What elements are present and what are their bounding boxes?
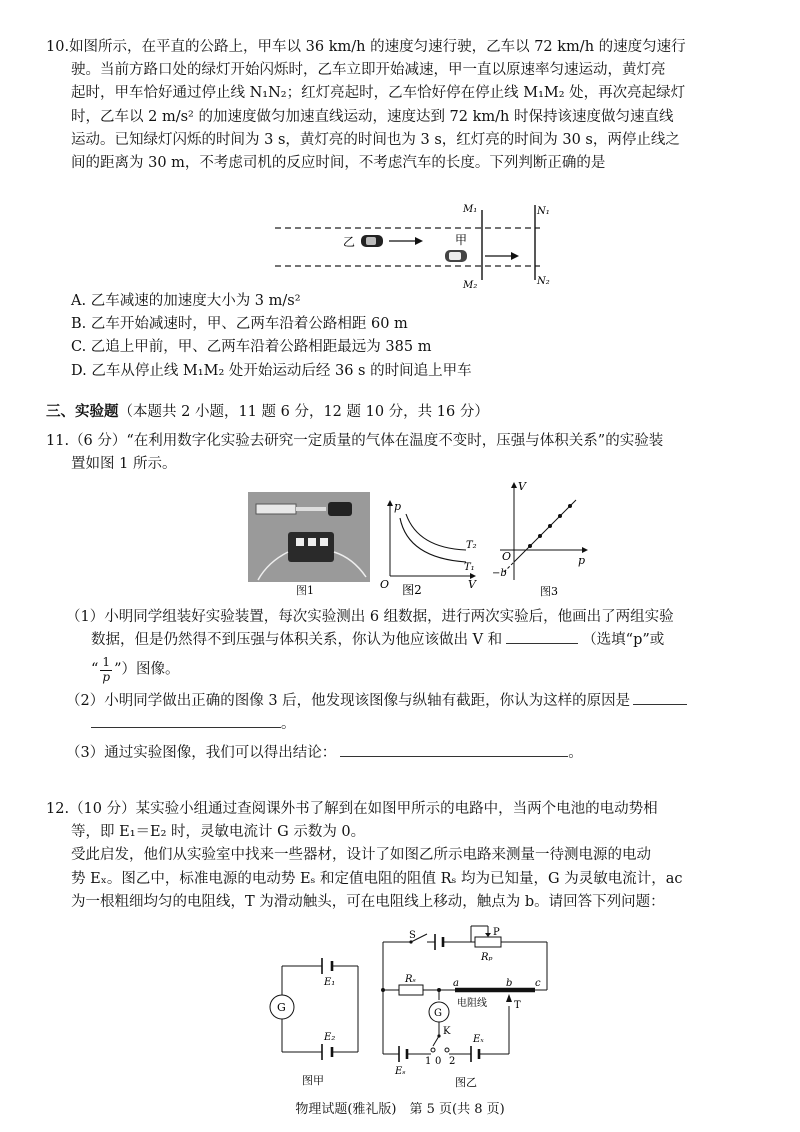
figure-1-caption: 图1 — [296, 584, 314, 597]
rheostat-rp — [475, 937, 501, 947]
svg-text:T₁: T₁ — [464, 562, 475, 573]
svg-text:E₁: E₁ — [324, 977, 336, 988]
question-11 — [46, 430, 758, 476]
svg-text:O: O — [502, 550, 512, 563]
q12-line-2: 等，即 E₁＝E₂ 时，灵敏电流计 G 示数为 0。 — [71, 824, 366, 841]
option-b: B. 乙车开始减速时，甲、乙两车沿着公路相距 60 m — [71, 316, 408, 333]
svg-text:G: G — [277, 1001, 286, 1014]
svg-text:电阻线: 电阻线 — [457, 998, 487, 1009]
section-3-title: 三、实验题 — [46, 403, 119, 420]
answer-blank-2b[interactable] — [91, 713, 281, 728]
figure-2-graph — [378, 496, 478, 596]
svg-text:图甲: 图甲 — [302, 1074, 324, 1087]
svg-text:Rₚ: Rₚ — [481, 952, 493, 963]
figure-3-graph — [490, 480, 590, 598]
car-yi-label: 乙 — [343, 235, 356, 249]
svg-text:Eₓ: Eₓ — [473, 1034, 484, 1045]
svg-text:p: p — [578, 554, 586, 567]
svg-text:E₂: E₂ — [324, 1032, 336, 1043]
q11-sub1-line2-tail: （选填“p”或 — [582, 632, 665, 649]
isotherm-t1 — [400, 518, 466, 562]
car-jia-icon — [445, 250, 467, 262]
q12-line-4: 势 Eₓ。图乙中，标准电源的电动势 Eₛ 和定值电阻的阻值 Rₛ 均为已知量，G 为灵敏电流计，ac — [71, 870, 683, 887]
q11-line-2: 置如图 1 所示。 — [71, 456, 177, 473]
question-12 — [46, 798, 758, 914]
svg-text:P: P — [493, 927, 500, 938]
svg-text:Rₛ: Rₛ — [405, 974, 416, 985]
q11-sub3-line: （3）通过实验图像，我们可以得出结论： — [66, 745, 337, 762]
svg-text:Eₛ: Eₛ — [395, 1066, 406, 1077]
svg-text:V: V — [518, 480, 526, 493]
resistor-rs — [399, 985, 423, 995]
svg-text:G: G — [434, 1008, 442, 1019]
figure-1-photo — [248, 492, 370, 582]
page-footer: 物理试题(雅礼版) 第 5 页(共 8 页) — [295, 1102, 505, 1117]
q10-line-4: 时，乙车以 2 m/s² 的加速度做匀加速直线运动，速度达到 72 km/h 时保持该速度做匀速直线 — [71, 108, 674, 125]
svg-text:0: 0 — [435, 1056, 442, 1067]
question-10 — [46, 36, 758, 175]
section-3-note: （本题共 2 小题，11 题 6 分，12 题 10 分，共 16 分） — [118, 404, 489, 420]
q11-sub1-line2: 数据，但是仍然得不到压强与体积关系，你认为他应该做出 V 和 — [91, 632, 503, 649]
q10-line-5: 运动。已知绿灯闪烁的时间为 3 s，黄灯亮的时间也为 3 s，红灯亮的时间为 30 s，两停止线之 — [71, 131, 680, 148]
q12-line-3: 受此启发，他们从实验室中找来一些器材，设计了如图乙所示电路来测量一待测电源的电动 — [71, 847, 651, 864]
q12-line-5: 为一根粗细均匀的电阻线，T 为滑动触头，可在电阻线上移动，触点为 b。请回答下列问题： — [71, 893, 665, 910]
svg-text:图2: 图2 — [402, 583, 422, 596]
svg-text:K: K — [443, 1026, 451, 1037]
q12-number: 12. — [46, 801, 70, 817]
label-n2: N₂ — [537, 276, 550, 287]
car-yi-icon — [361, 235, 383, 247]
svg-text:T: T — [514, 1000, 521, 1011]
q11-sub1-line1: （1）小明同学组装好实验装置，每次实验测出 6 组数据，进行两次实验后，他画出了两组实验 — [66, 609, 674, 625]
label-m2: M₂ — [463, 280, 478, 290]
circuit-yi — [375, 924, 560, 1090]
fraction-1-over-p: $\frac{1}{p}$ — [102, 655, 111, 684]
answer-blank-2a[interactable] — [633, 690, 687, 705]
q11-subquestions: （1）小明同学组装好实验装置，每次实验测出 6 组数据，进行两次实验后，他画出了两组实验 数据，但是仍然得不到压强与体积关系，你认为他应该做出 V 和 （选填“p”或 “ $\frac{1}{p}$ ”）图像。 （2）小明同学做出正确的图像 3 后，他发现该图像与纵轴有截距，你认为这样的原因是 。 （3）通过实验图像，我们可以得出结论： 。 — [66, 606, 758, 765]
option-c: C. 乙追上甲前，甲、乙两车沿着公路相距最远为 385 m — [71, 339, 432, 356]
circuit-jia — [262, 950, 374, 1090]
q11-line-1: （6 分）“在利用数字化实验去研究一定质量的气体在温度不变时，压强与体积关系”的实验装 — [69, 433, 664, 449]
svg-text:−b: −b — [492, 568, 507, 579]
svg-text:2: 2 — [449, 1056, 456, 1067]
q10-line-1: 如图所示，在平直的公路上，甲车以 36 km/h 的速度匀速行驶，乙车以 72 km/h 的速度匀速行 — [69, 39, 686, 55]
svg-text:V: V — [468, 578, 476, 591]
label-n1: N₁ — [537, 206, 550, 217]
q10-options — [46, 290, 783, 383]
q10-line-2: 驶。当前方路口处的绿灯开始闪烁时，乙车立即开始减速，甲一直以原速率匀速运动，黄灯亮 — [71, 62, 666, 79]
label-m1: M₁ — [463, 204, 478, 215]
svg-text:O: O — [380, 578, 390, 591]
option-a: A. 乙车减速的加速度大小为 3 m/s² — [71, 293, 301, 309]
svg-text:图3: 图3 — [540, 585, 558, 598]
answer-blank-1[interactable] — [506, 629, 578, 644]
q11-sub2-line1: （2）小明同学做出正确的图像 3 后，他发现该图像与纵轴有截距，你认为这样的原因是 — [66, 692, 631, 709]
svg-text:图乙: 图乙 — [455, 1076, 477, 1089]
car-jia-label: 甲 — [455, 233, 468, 247]
q11-sub1-line3: ”）图像。 — [114, 662, 180, 679]
section-3-heading — [46, 400, 758, 424]
option-d: D. 乙车从停止线 M₁M₂ 处开始运动后经 36 s 的时间追上甲车 — [71, 362, 472, 379]
svg-text:p: p — [394, 500, 402, 513]
svg-text:T₂: T₂ — [466, 540, 477, 551]
svg-text:a: a — [453, 978, 459, 989]
road-figure — [275, 200, 575, 290]
q11-number: 11. — [46, 433, 70, 449]
answer-blank-3[interactable] — [340, 742, 568, 757]
svg-text:S: S — [409, 930, 416, 941]
q12-line-1: （10 分）某实验小组通过查阅课外书了解到在如图甲所示的电路中，当两个电池的电动势相 — [69, 801, 658, 817]
svg-text:1: 1 — [425, 1056, 432, 1067]
q10-number: 10. — [46, 39, 70, 55]
q10-line-6: 间的距离为 30 m，不考虑司机的反应时间，不考虑汽车的长度。下列判断正确的是 — [71, 154, 606, 171]
fit-line — [514, 500, 576, 562]
svg-text:b: b — [506, 978, 513, 989]
svg-text:c: c — [535, 978, 541, 989]
q10-line-3: 起时，甲车恰好通过停止线 N₁N₂；红灯亮起时，乙车恰好停在停止线 M₁M₂ 处，再次亮起绿灯 — [71, 85, 686, 102]
